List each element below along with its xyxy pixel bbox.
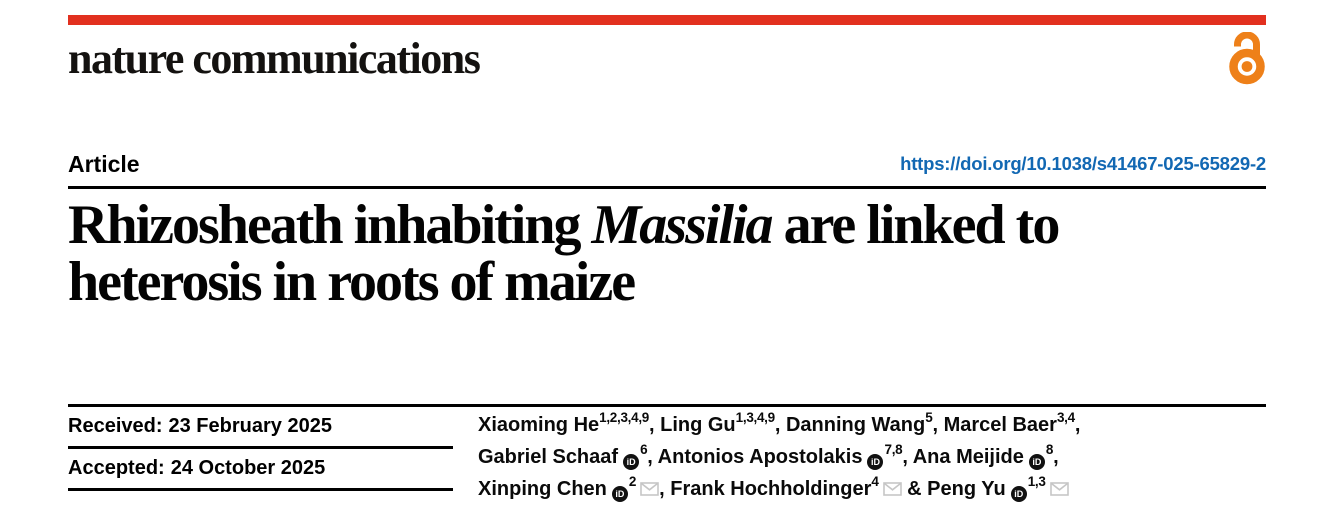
author-name: Peng Yu: [927, 478, 1006, 500]
author: [660, 410, 786, 436]
author-name: Ana Meijide: [912, 446, 1024, 468]
accepted-date-row: [68, 449, 453, 491]
affiliation-superscript: 8: [1045, 442, 1054, 458]
doi-link[interactable]: https://doi.org/10.1038/s41467-025-65829-2: [900, 153, 1266, 174]
author-line-3: [478, 473, 1266, 505]
author-separator: ,: [774, 414, 786, 436]
accepted-label: Accepted:: [68, 457, 165, 479]
orcid-icon[interactable]: iD: [1011, 486, 1027, 502]
journal-brand-bar: [68, 15, 1266, 25]
title-line-1: Rhizosheath inhabiting Massilia are linked to: [68, 194, 1059, 256]
envelope-icon[interactable]: [640, 482, 659, 496]
title-genus-italic: Massilia: [591, 194, 772, 256]
orcid-icon[interactable]: iD: [1029, 454, 1045, 470]
author-name: Xinping Chen: [478, 478, 607, 500]
author-name: Danning Wang: [785, 414, 926, 436]
orcid-icon[interactable]: iD: [867, 454, 883, 470]
article-type-label: Article: [68, 151, 140, 177]
received-date: 23 February 2025: [168, 415, 332, 437]
received-label: Received:: [68, 415, 163, 437]
author: [478, 442, 658, 468]
author-separator: ,: [1074, 414, 1081, 436]
author-separator: ,: [902, 446, 913, 468]
author-separator: ,: [648, 414, 661, 436]
author-line-2: [478, 441, 1266, 473]
author-separator: &: [901, 478, 928, 500]
author: [927, 474, 1068, 500]
affiliation-superscript: 6: [640, 442, 648, 458]
affiliation-superscript: 1,2,3,4,9: [599, 410, 649, 426]
header-divider-rule: [68, 186, 1266, 189]
author-name: Frank Hochholdinger: [670, 478, 872, 500]
author: [478, 410, 661, 436]
orcid-icon[interactable]: iD: [623, 454, 639, 470]
author: [912, 442, 1059, 468]
author-name: Ling Gu: [660, 414, 736, 436]
article-title: [68, 194, 1266, 313]
author-separator: ,: [659, 478, 671, 500]
author-separator: ,: [647, 446, 658, 468]
affiliation-superscript: 1,3,4,9: [735, 410, 775, 426]
open-access-icon: [1228, 32, 1266, 85]
title-line-2: heterosis in roots of maize: [68, 251, 635, 313]
author-separator: ,: [1053, 446, 1059, 468]
author: [943, 410, 1081, 436]
affiliation-superscript: 4: [871, 474, 879, 490]
author-list: [478, 409, 1266, 505]
author: [478, 474, 671, 500]
envelope-icon[interactable]: [1050, 482, 1069, 496]
affiliation-superscript: 1,3: [1027, 474, 1046, 490]
author-line-1: [478, 409, 1266, 441]
author: [657, 442, 913, 468]
author: [670, 474, 928, 500]
journal-logo: nature communications: [68, 34, 480, 83]
article-first-page: [68, 0, 1266, 510]
envelope-icon[interactable]: [883, 482, 902, 496]
author-name: Antonios Apostolakis: [657, 446, 863, 468]
accepted-date: 24 October 2025: [170, 457, 326, 479]
author: [785, 410, 944, 436]
received-date-row: [68, 407, 453, 449]
affiliation-superscript: 7,8: [884, 442, 903, 458]
author-name: Marcel Baer: [943, 414, 1057, 436]
article-meta-row: [68, 149, 1266, 179]
affiliation-superscript: 2: [628, 474, 637, 490]
dates-block: [68, 407, 453, 491]
affiliation-superscript: 3,4: [1056, 410, 1075, 426]
author-name: Xiaoming He: [478, 414, 600, 436]
author-separator: ,: [932, 414, 944, 436]
author-name: Gabriel Schaaf: [478, 446, 619, 468]
orcid-icon[interactable]: iD: [612, 486, 628, 502]
affiliation-superscript: 5: [925, 410, 933, 426]
